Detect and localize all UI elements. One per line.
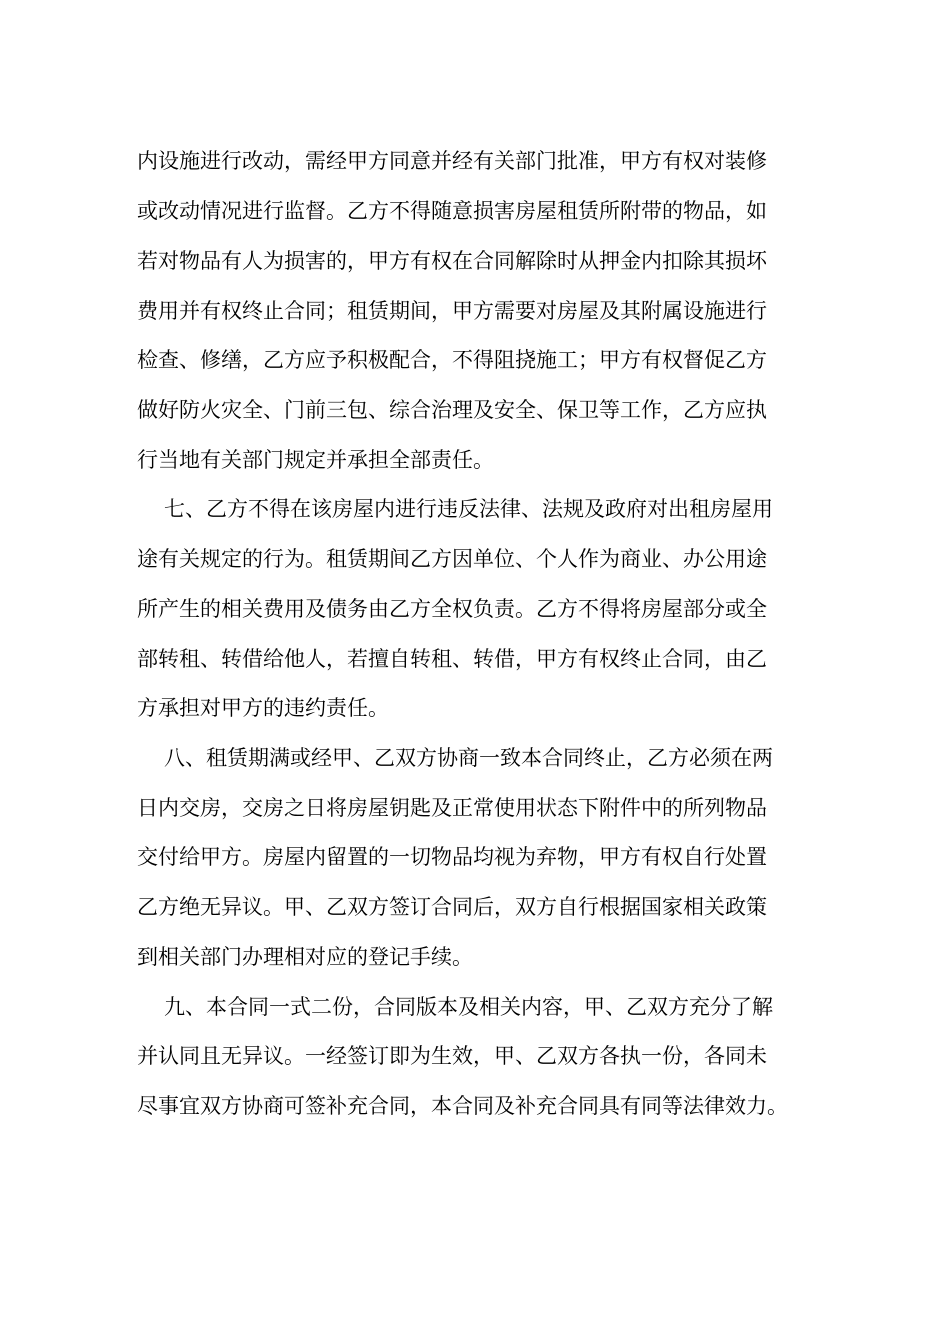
text-line: 并认同且无异议。一经签订即为生效，甲、乙双方各执一份，各同未 <box>137 1044 767 1068</box>
text-line: 检查、修缮，乙方应予积极配合，不得阻挠施工；甲方有权督促乙方 <box>137 348 767 372</box>
text-line: 途有关规定的行为。租赁期间乙方因单位、个人作为商业、办公用途 <box>137 547 767 571</box>
text-line: 到相关部门办理相对应的登记手续。 <box>137 945 473 969</box>
text-line: 交付给甲方。房屋内留置的一切物品均视为弃物，甲方有权自行处置 <box>137 845 767 869</box>
text-line: 八、租赁期满或经甲、乙双方协商一致本合同终止，乙方必须在两 <box>164 746 773 770</box>
text-line: 做好防火灾全、门前三包、综合治理及安全、保卫等工作，乙方应执 <box>137 398 767 422</box>
text-line: 日内交房，交房之日将房屋钥匙及正常使用状态下附件中的所列物品 <box>137 796 767 820</box>
text-line: 乙方绝无异议。甲、乙双方签订合同后，双方自行根据国家相关政策 <box>137 895 767 919</box>
text-line: 尽事宜双方协商可签补充合同，本合同及补充合同具有同等法律效力。 <box>137 1094 788 1118</box>
text-line: 若对物品有人为损害的，甲方有权在合同解除时从押金内扣除其损坏 <box>137 249 767 273</box>
text-line: 或改动情况进行监督。乙方不得随意损害房屋租赁所附带的物品，如 <box>137 199 767 223</box>
text-line: 所产生的相关费用及债务由乙方全权负责。乙方不得将房屋部分或全 <box>137 597 767 621</box>
text-line: 部转租、转借给他人，若擅自转租、转借，甲方有权终止合同，由乙 <box>137 647 767 671</box>
text-line: 内设施进行改动，需经甲方同意并经有关部门批准，甲方有权对装修 <box>137 149 767 173</box>
text-line: 七、乙方不得在该房屋内进行违反法律、法规及政府对出租房屋用 <box>164 497 773 521</box>
text-line: 方承担对甲方的违约责任。 <box>137 696 389 720</box>
text-line: 行当地有关部门规定并承担全部责任。 <box>137 448 494 472</box>
text-line: 九、本合同一式二份，合同版本及相关内容，甲、乙双方充分了解 <box>164 995 773 1019</box>
text-line: 费用并有权终止合同；租赁期间，甲方需要对房屋及其附属设施进行 <box>137 299 767 323</box>
